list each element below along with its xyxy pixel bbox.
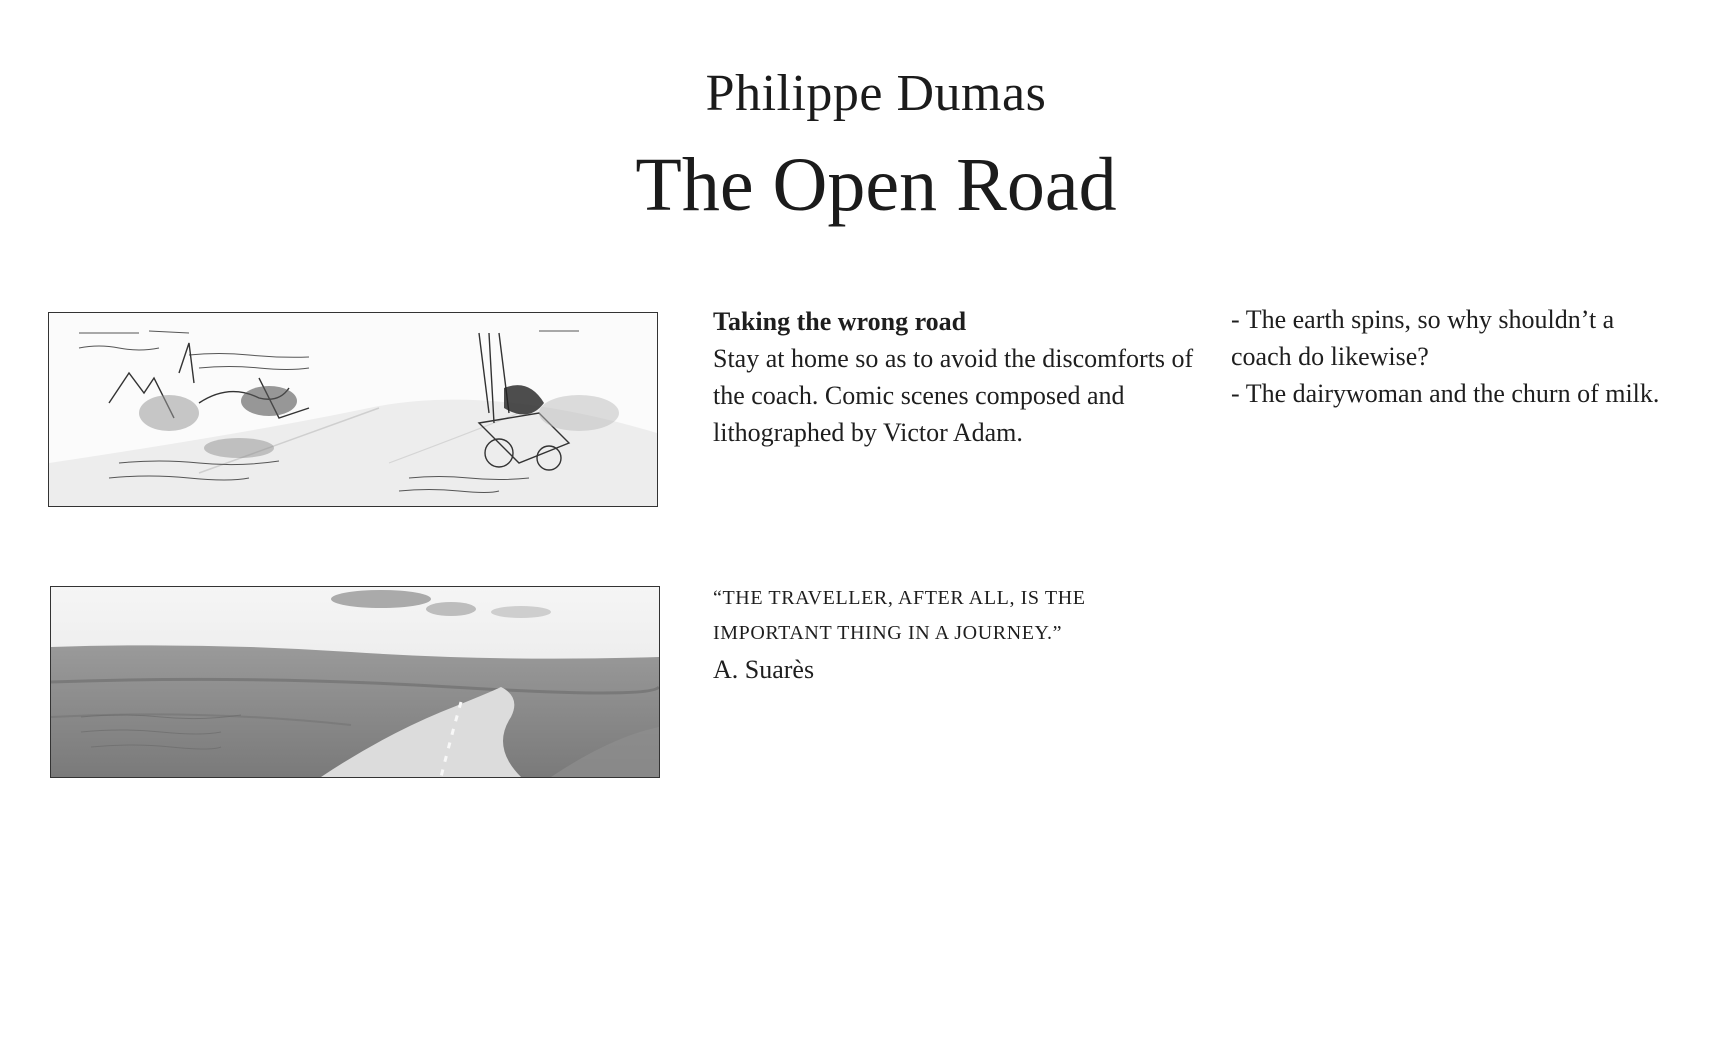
quote-line-1: “THE TRAVELLER, AFTER ALL, IS THE (713, 587, 1086, 609)
illustration-captions (1231, 301, 1681, 412)
page-title: The Open Road (635, 143, 1117, 227)
coach-sketch-illustration (48, 312, 658, 507)
coach-sketch-drawing (49, 313, 657, 506)
wrong-road-description (713, 303, 1203, 451)
caption-dairywoman: - The dairywoman and the churn of milk. (1231, 379, 1660, 408)
caption-earth-spins: - The earth spins, so why shouldn’t a coach do likewise? (1231, 305, 1615, 371)
quote-line-2: IMPORTANT THING IN A JOURNEY.” (713, 622, 1063, 644)
quote-block (713, 581, 1203, 688)
section-body-text: Stay at home so as to avoid the discomforts of the coach. Comic scenes composed and lithographed by Victor Adam. (713, 344, 1194, 447)
quote-attribution: A. Suarès (713, 655, 815, 684)
open-road-landscape-drawing (51, 587, 659, 777)
author-name: Philippe Dumas (705, 65, 1047, 122)
open-road-landscape-illustration (50, 586, 660, 778)
section-heading: Taking the wrong road (713, 307, 967, 336)
